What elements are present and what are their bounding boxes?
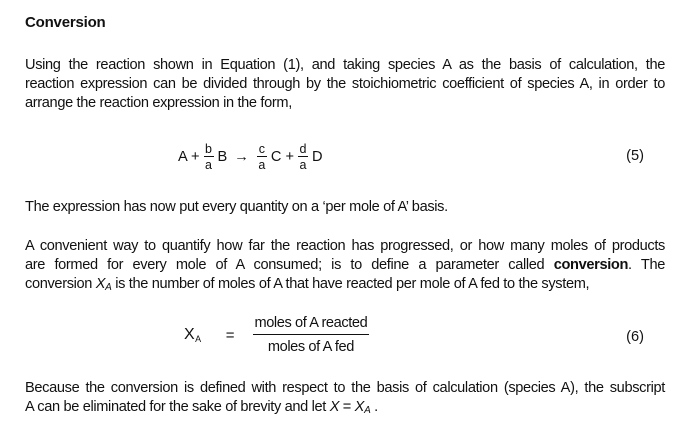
eq5-b-denominator: a: [205, 158, 212, 172]
equation-6: [184, 310, 371, 360]
eq5-c-denominator: a: [258, 158, 266, 172]
definition-line-2: [25, 256, 665, 275]
brevity-line-2: [25, 398, 665, 420]
conversion-symbol-subscript: A: [105, 282, 112, 293]
intro-paragraph: [25, 56, 665, 113]
eq6-denominator: moles of A fed: [267, 339, 354, 355]
eq5-fraction-c-over-a: [257, 142, 267, 172]
eq6-equals-sign: =: [225, 326, 235, 344]
conversion-definition-paragraph: [25, 237, 665, 297]
definition-line-2-text: are formed for every mole of A consumed; is to define a parameter called: [25, 257, 554, 273]
eq5-fraction-b-over-a: [204, 142, 214, 172]
eq5-term-b: B: [217, 149, 228, 165]
definition-line-3: [25, 275, 665, 297]
reaction-arrow-icon: →: [234, 149, 249, 165]
xa-subscript: A: [364, 405, 371, 416]
definition-line-2-end: . The: [628, 257, 665, 273]
intro-line-2: reaction expression can be divided through by the stoichiometric coefficient of species A, in order to: [25, 76, 665, 92]
equation-6-label: (6): [626, 329, 644, 345]
brevity-paragraph: [25, 379, 665, 420]
section-heading: Conversion: [25, 14, 106, 31]
brevity-line-2-text: A can be eliminated for the sake of brevity and let: [25, 399, 330, 415]
eq5-term-d: D: [311, 149, 323, 165]
eq5-fraction-d-over-a: [298, 142, 308, 172]
equation-5: [178, 137, 323, 177]
conversion-term: conversion: [553, 257, 629, 273]
eq6-lhs-symbol: X: [184, 326, 196, 343]
eq5-term-a: A +: [178, 149, 200, 165]
definition-line-3-end: is the number of moles of A that have reacted per mole of A fed to the system,: [111, 276, 590, 292]
definition-line-1: A convenient way to quantify how far the reaction has progressed, or how many moles of products: [25, 238, 665, 254]
x-symbol: X: [329, 399, 340, 415]
brevity-equals: =: [339, 399, 355, 415]
eq5-d-numerator: d: [299, 142, 307, 156]
eq5-b-numerator: b: [205, 142, 212, 156]
equation-5-label: (5): [626, 148, 644, 164]
eq5-c-numerator: c: [258, 142, 265, 156]
eq5-d-denominator: a: [299, 158, 307, 172]
intro-line-1: Using the reaction shown in Equation (1), and taking species A as the basis of calculation, the: [25, 57, 665, 73]
brevity-line-2-end: .: [370, 399, 378, 415]
eq6-lhs-subscript: A: [195, 334, 202, 344]
conversion-symbol: X: [95, 276, 106, 292]
eq6-lhs: [184, 326, 202, 344]
eq6-numerator: moles of A reacted: [254, 315, 368, 331]
brevity-line-1: Because the conversion is defined with respect to the basis of calculation (species A), the subscript: [25, 380, 665, 396]
intro-line-3: arrange the reaction expression in the form,: [25, 95, 292, 111]
definition-line-3-text: conversion: [25, 276, 96, 292]
basis-line: The expression has now put every quantity on a ‘per mole of A’ basis.: [25, 199, 448, 215]
xa-symbol: X: [354, 399, 365, 415]
eq6-fraction: [250, 315, 371, 355]
basis-paragraph: [25, 198, 665, 217]
eq5-term-c: C +: [270, 149, 294, 165]
